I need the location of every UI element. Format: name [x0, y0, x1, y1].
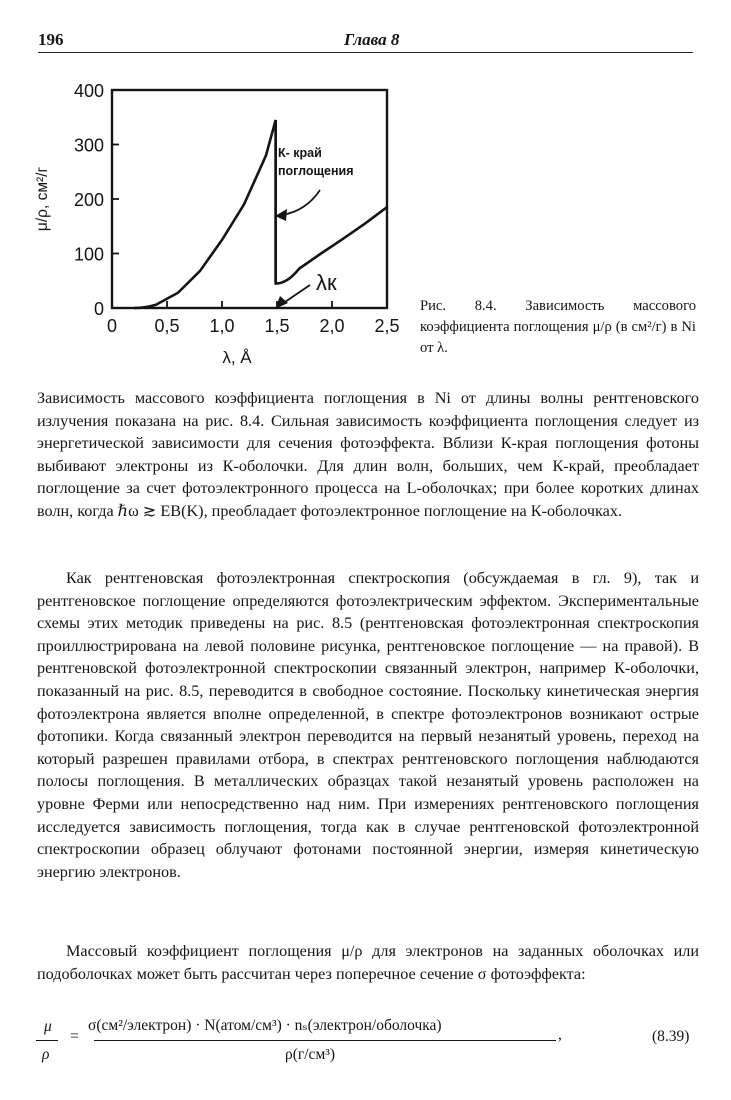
absorption-chart	[20, 78, 410, 368]
x-tick-label: 2,0	[319, 316, 345, 336]
paragraph-3: Массовый коэффициент поглощения μ/ρ для электронов на заданных оболочках или подоболочках может быть рассчитан через поперечное сечение σ фотоэффекта:	[37, 942, 699, 983]
y-tick-label: 0	[93, 299, 104, 319]
eq-numerator: σ(см²/электрон) · N(атом/см³) · nₛ(электрон/оболочка)	[88, 1017, 442, 1034]
figure-caption: Рис. 8.4. Зависимость массового коэффициента поглощения μ/ρ (в см²/г) в Ni от λ.	[420, 298, 696, 356]
eq-lhs-numerator: μ	[44, 1018, 52, 1035]
eq-comma: ,	[558, 1026, 562, 1043]
page-number: 196	[38, 30, 64, 49]
eq-lhs-denominator: ρ	[42, 1046, 50, 1063]
edge-annotation-line1: К- край	[278, 146, 322, 160]
y-tick-label: 100	[73, 244, 104, 265]
x-tick-label: 1,0	[209, 316, 235, 336]
paragraph-2: Как рентгеновская фотоэлектронная спектроскопия (обсуждаемая в гл. 9), так и рентгеновское поглощение определяются фотоэлектрическим эффектом. Экспериментальные схемы этих методик приведены на рис. 8.5 (рентгеновская фотоэлектронная спектроскопия проиллюстрирована на левой половине рисунка, рентгеновское поглощение — на правой). В рентгеновской фотоэлектронной спектроскопии связанный электрон, например К-оболочки, показанный на рис. 8.5, переводится в свободное состояние. Поскольку кинетическая энергия фотоэлектрона является вполне определенной, в спектре фотоэлектронов возникают острые фотопики. Когда связанный электрон переводится на первый незанятый уровень, переход на который разрешен правилами отбора, в спектрах рентгеновского поглощения наблюдаются полосы поглощения. В металлических образцах такой незанятый уровень расположен на уровне Ферми или непосредственно над ним. При измерениях рентгеновского поглощения исследуется зависимость поглощения, тогда как в случае рентгеновской фотоэлектронной спектроскопии образец облучают фотонами постоянной энергии, измеряя кинетическую энергию электронов.	[37, 569, 699, 881]
lambda-k-arrow	[282, 285, 310, 304]
chart-ticks	[112, 90, 387, 308]
y-tick-label: 300	[73, 135, 104, 156]
page-header	[38, 30, 693, 53]
edge-arrow-curve	[282, 190, 320, 215]
equation-8-39	[30, 1012, 700, 1072]
x-axis-label: λ, Å	[222, 348, 252, 367]
eq-equals: =	[70, 1028, 79, 1045]
plot-frame	[112, 90, 387, 308]
eq-lhs-fraction-bar	[36, 1040, 58, 1041]
y-axis-label: μ/ρ, см²/г	[34, 166, 51, 232]
eq-fraction-bar	[94, 1040, 556, 1041]
paragraph-1: Зависимость массового коэффициента поглощения в Ni от длины волны рентгеновского излучения показана на рис. 8.4. Сильная зависимость коэффициента поглощения следует из энергетической зависимости для сечения фотоэффекта. Вблизи К-края поглощения фотоны выбивают электроны из К-оболочки. Для длин волн, больших, чем К-край, преобладает поглощение за счет фотоэлектронного процесса на L-оболочках; при более коротких длинах волн, когда ℏω ≳ EB(K), преобладает фотоэлектронное поглощение на К-оболочках.	[37, 389, 699, 520]
x-tick-label: 0,5	[154, 316, 180, 336]
chapter-title: Глава 8	[344, 30, 400, 49]
x-tick-label: 1,5	[264, 316, 290, 336]
eq-number: (8.39)	[652, 1028, 690, 1045]
y-tick-label: 200	[73, 190, 104, 210]
edge-annotation-line2: поглощения	[278, 164, 354, 178]
tick-labels	[74, 81, 400, 336]
x-tick-label: 0	[106, 316, 118, 336]
absorption-curve	[134, 120, 387, 308]
x-tick-label: 2,5	[374, 316, 400, 336]
lambda-k-annotation: λк	[316, 270, 337, 295]
y-tick-label: 400	[73, 81, 104, 101]
eq-denominator: ρ(г/см³)	[285, 1046, 336, 1063]
